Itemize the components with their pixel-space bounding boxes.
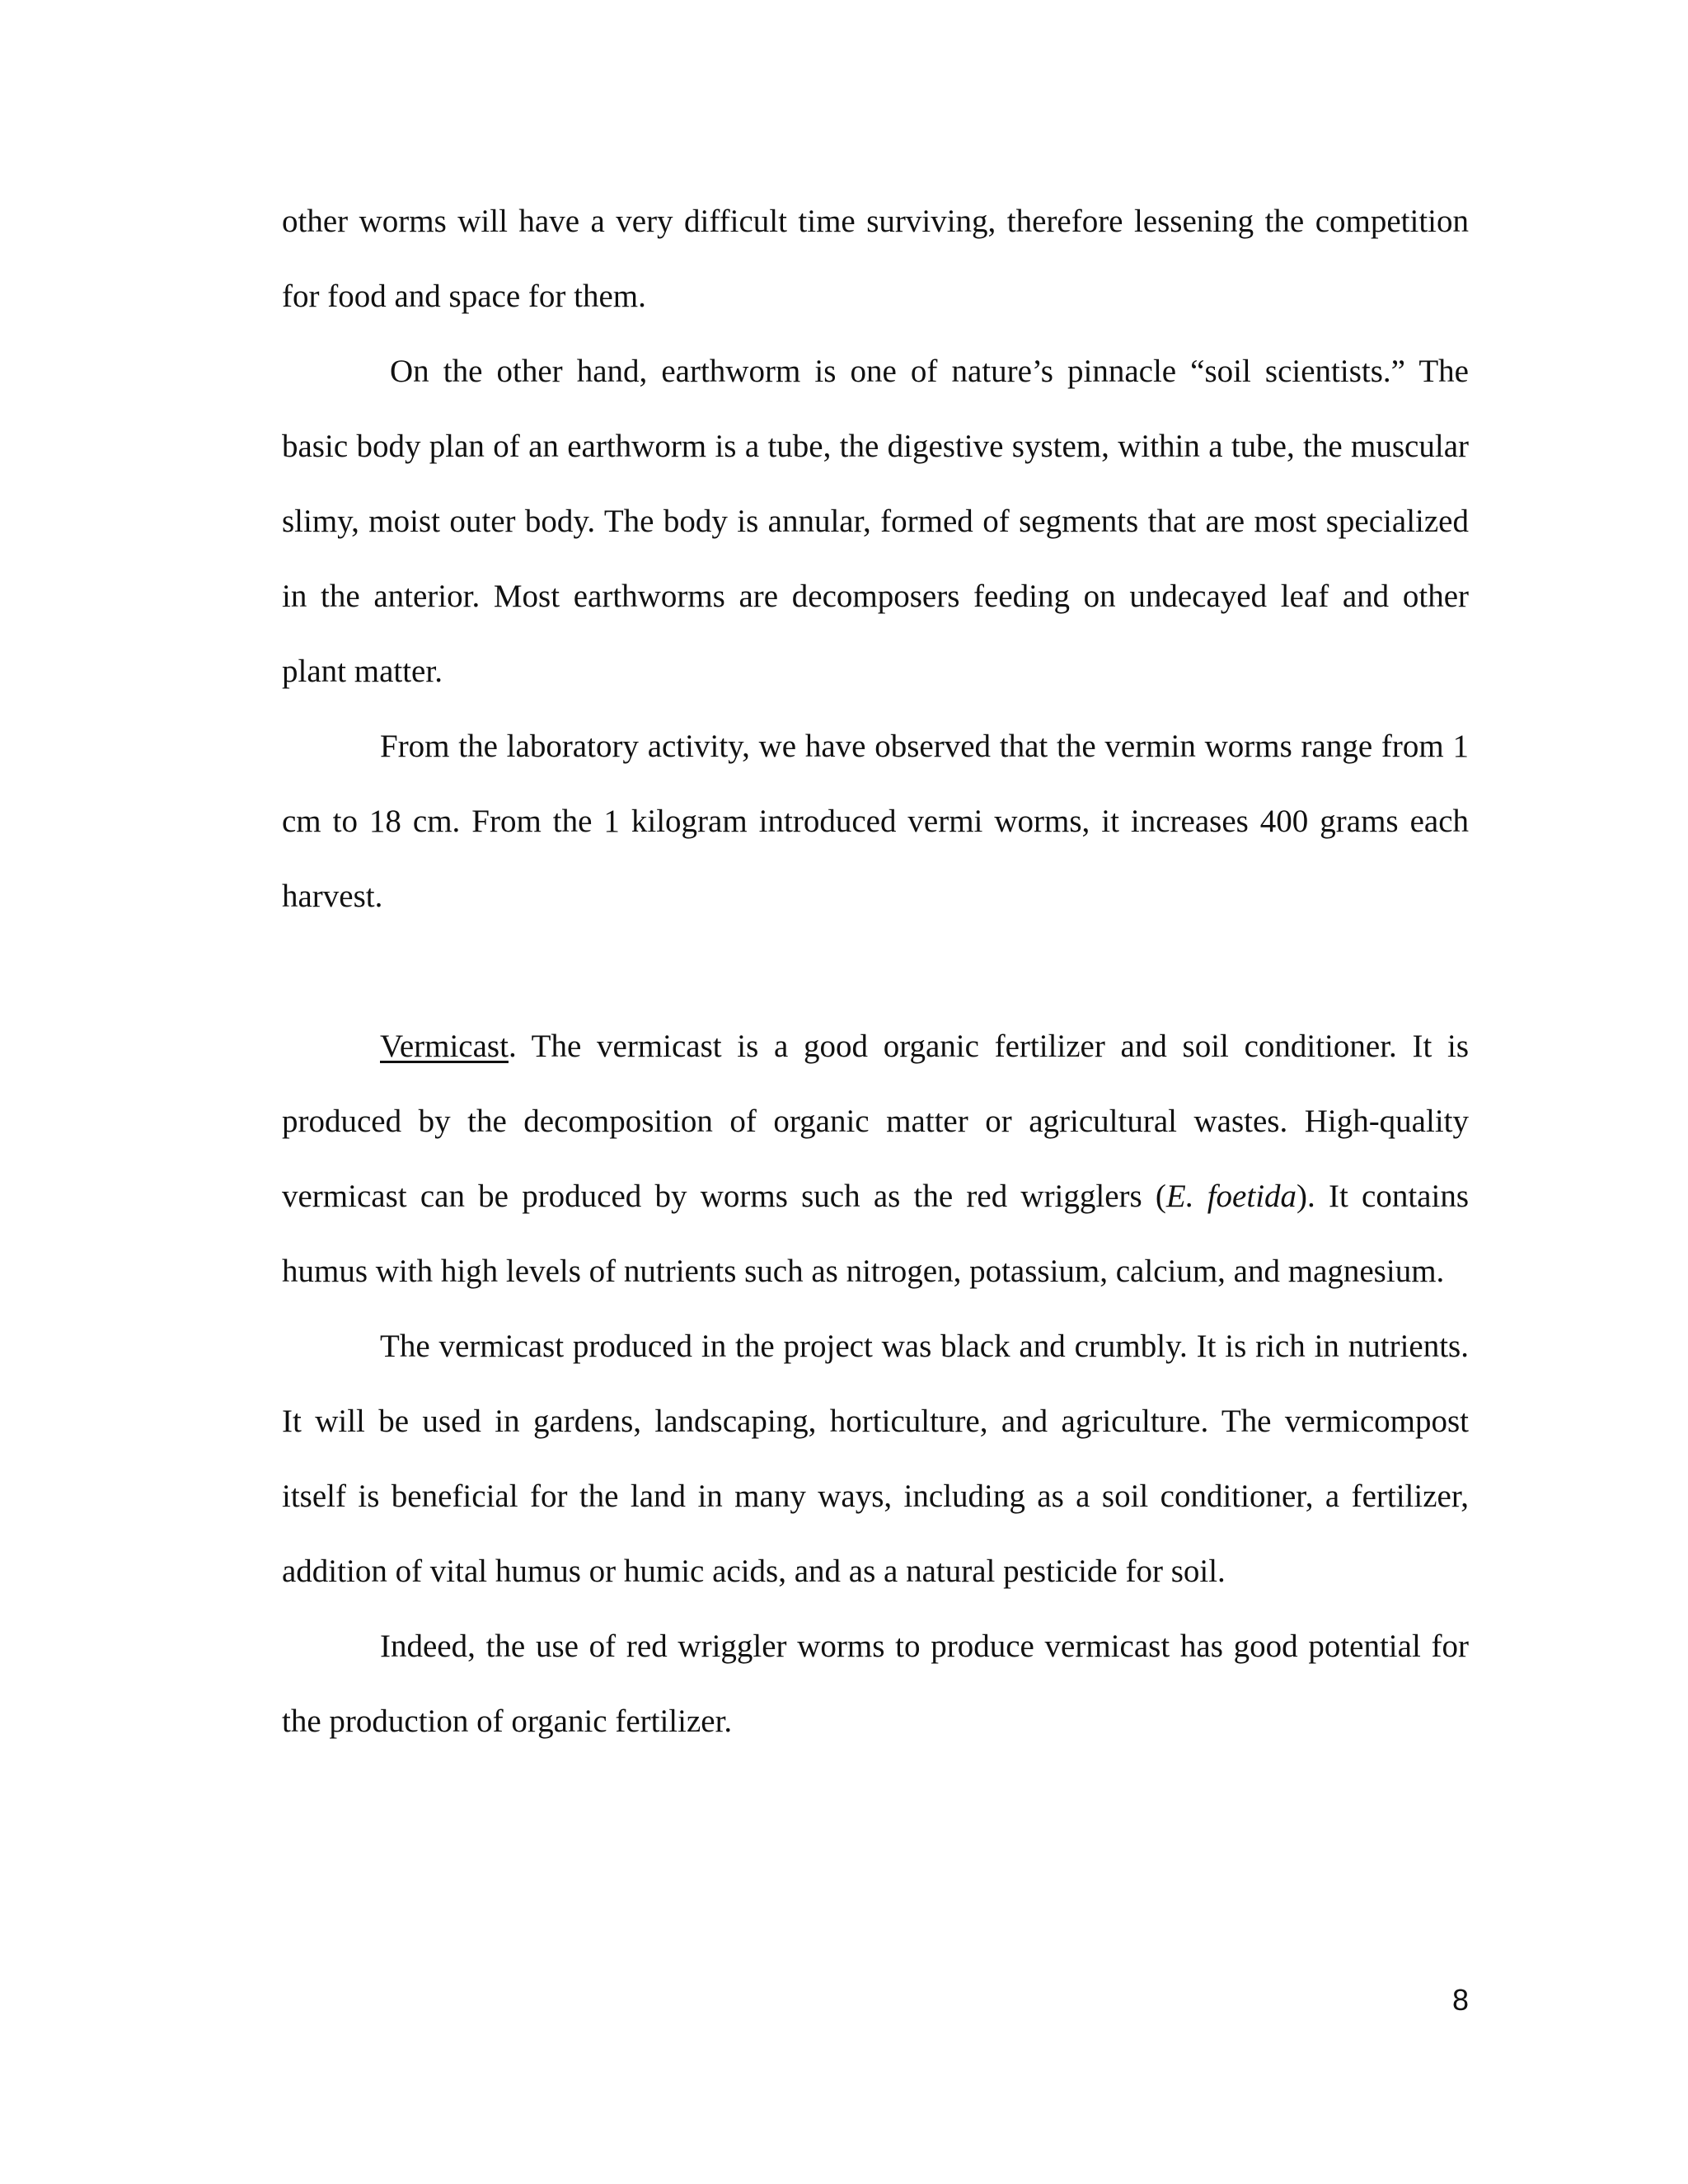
vermicast-nutrients-text: ). It contains humus with high levels of nutrients such as nitrogen, potassium, calcium, and magnesium. [282,1179,1469,1289]
document-body [282,184,1469,1759]
paragraph-worm-competition: other worms will have a very difficult time surviving, therefore lessening the competition for food and space for them. [282,204,1469,314]
vermicast-definition-text: . The vermicast is a good organic fertilizer and soil conditioner. It is produced by the decomposition of organic matter or agricultural wastes. High-quality vermicast can be produced by worms such as the red wrigglers ( [282,1029,1469,1214]
paragraph-earthworm-description: On the other hand, earthworm is one of nature’s pinnacle “soil scientists.” The basic body plan of an earthworm is a tube, the digestive system, within a tube, the muscular slimy, moist outer body. The body is annular, formed of segments that are most specialized in the anterior. Most earthworms are decomposers feeding on undecayed leaf and other plant matter. [282,354,1469,689]
paragraph-conclusion: Indeed, the use of red wriggler worms to produce vermicast has good potential for the production of organic fertilizer. [282,1629,1469,1739]
page-number: 8 [1451,1983,1469,2017]
species-name: E. foetida [1165,1179,1297,1214]
paragraph-lab-observations: From the laboratory activity, we have observed that the vermin worms range from 1 cm to 18 cm. From the 1 kilogram introduced vermi worms, it increases 400 grams each harvest. [282,729,1469,914]
paragraph-vermicast-definition [282,1009,1469,1309]
vermicast-term: Vermicast [380,1029,509,1064]
paragraph-vermicast-project: The vermicast produced in the project was black and crumbly. It is rich in nutrients. It will be used in gardens, landscaping, horticulture, and agriculture. The vermicompost itself is beneficial for the land in many ways, including as a soil conditioner, a fertilizer, addition of vital humus or humic acids, and as a natural pesticide for soil. [282,1329,1469,1589]
